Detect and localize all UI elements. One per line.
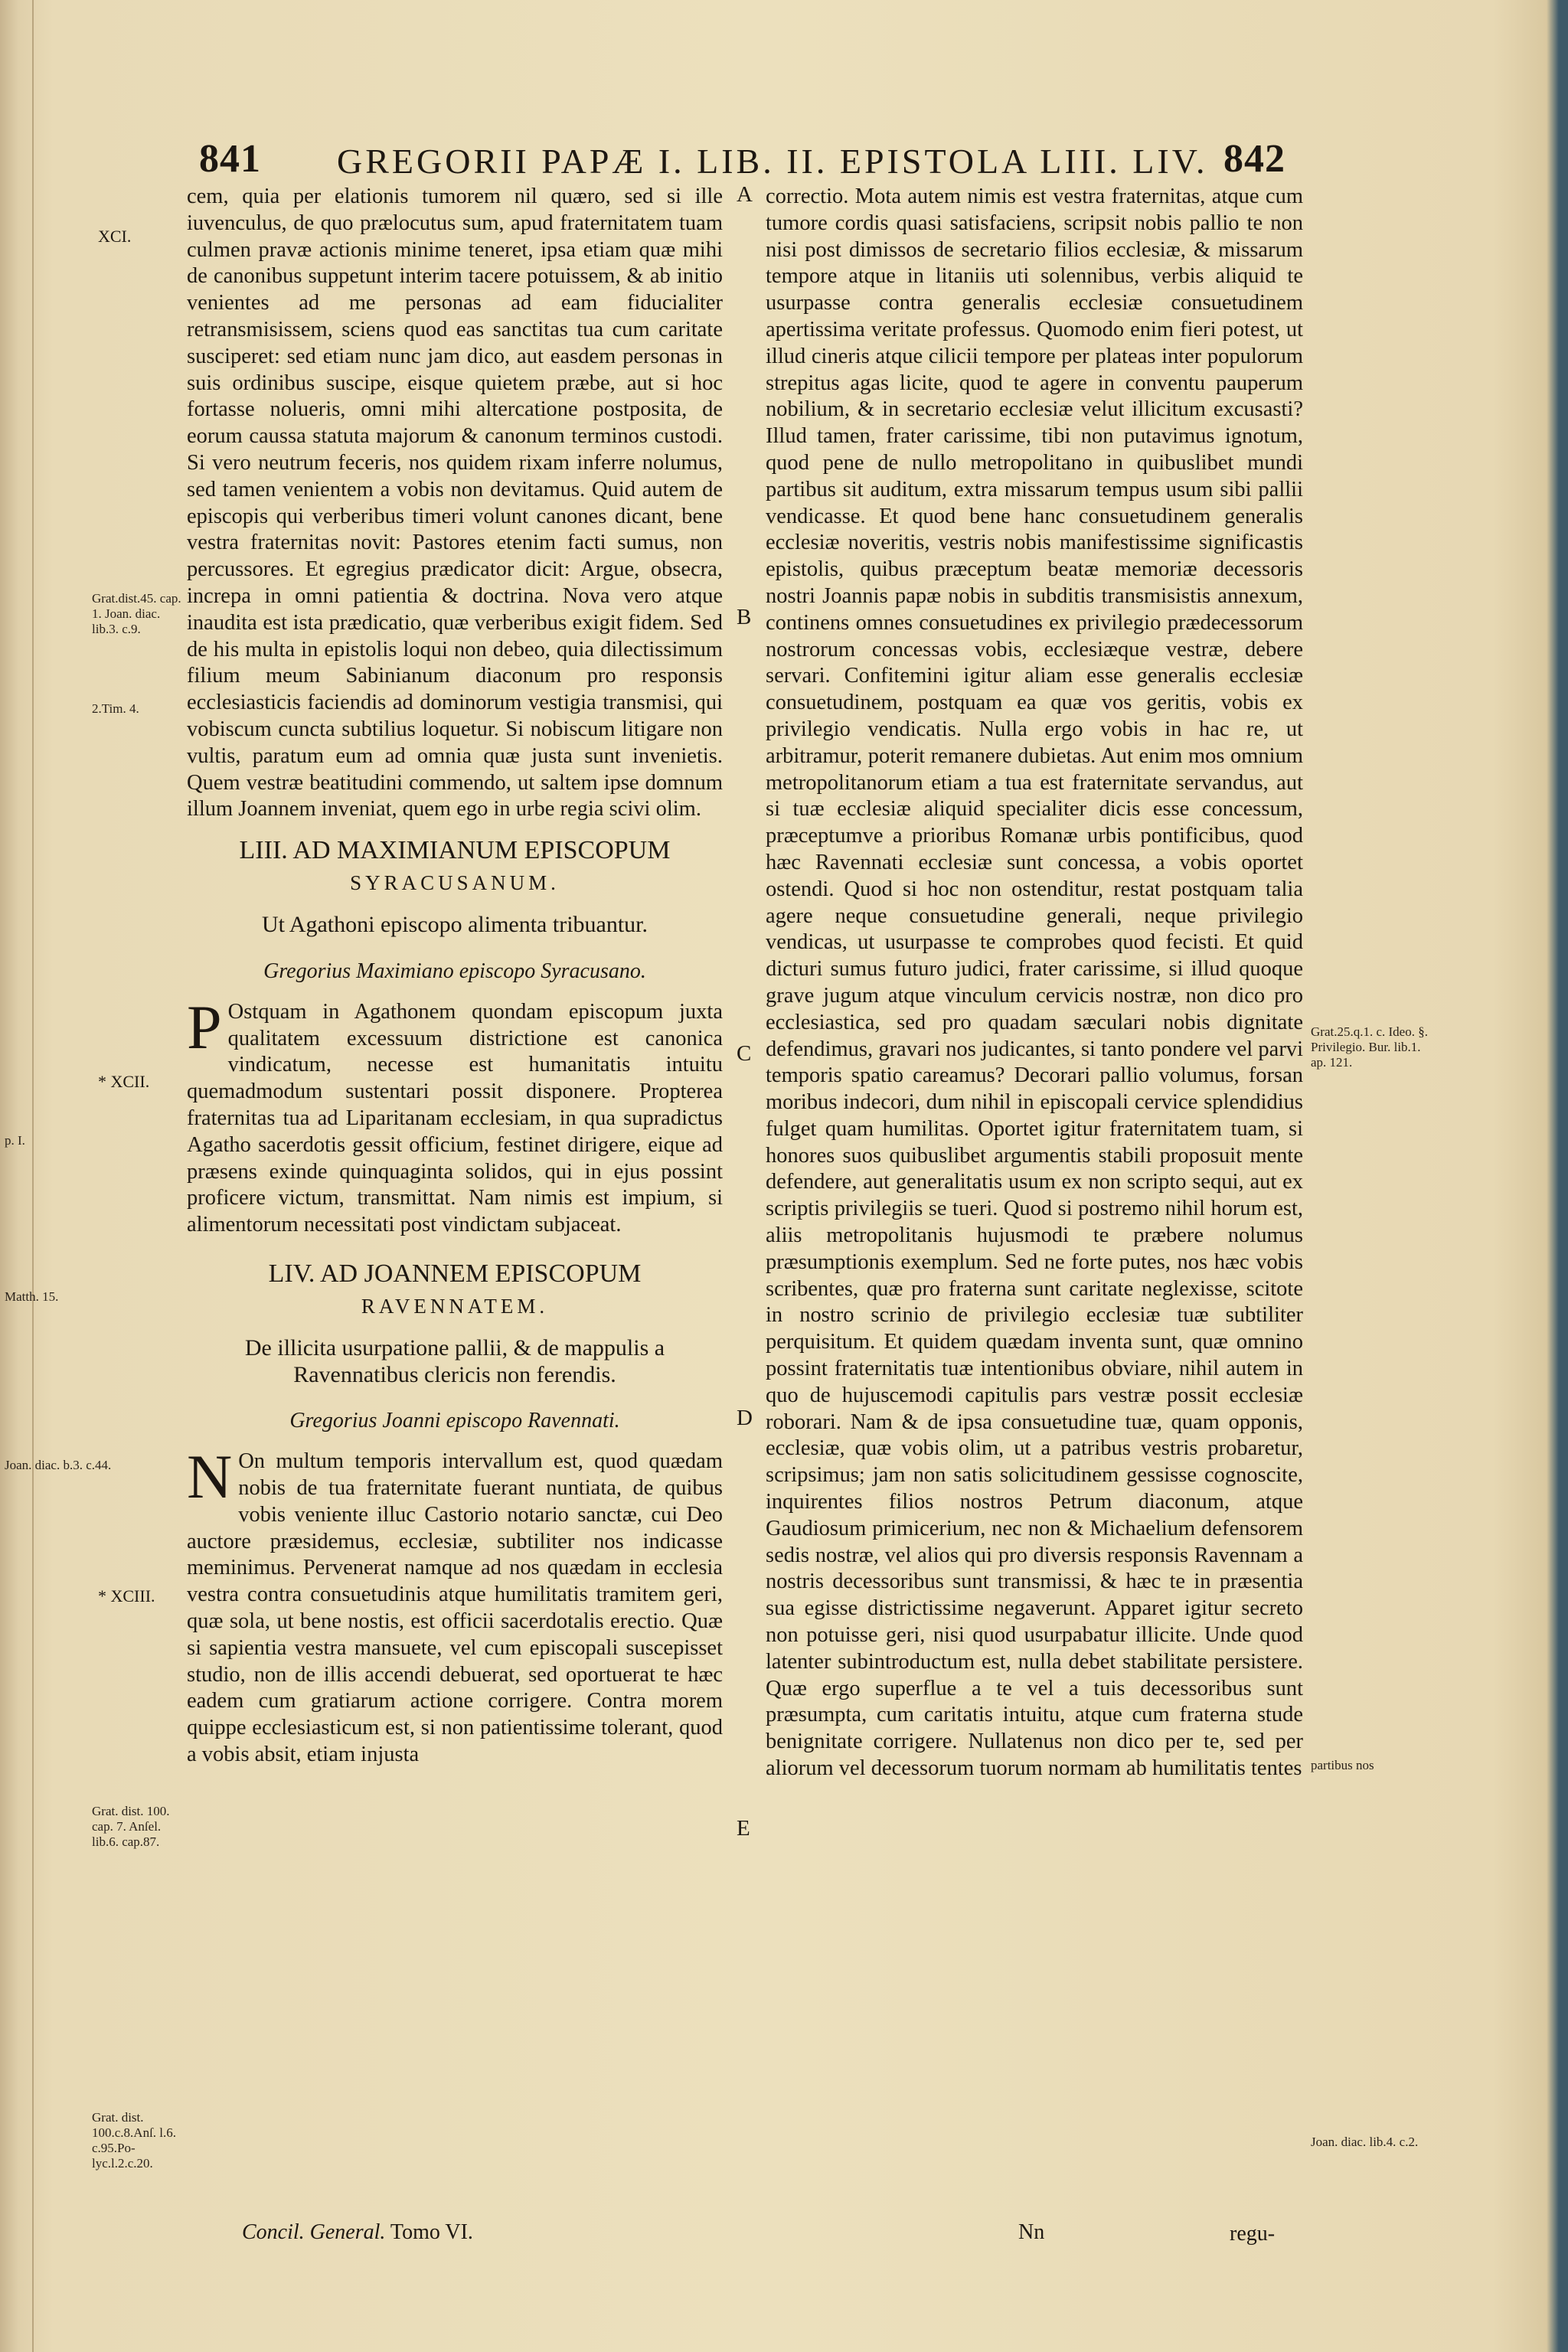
running-title: GREGORII PAPÆ I. LIB. II. EPISTOLA LIII. LIV. xyxy=(337,142,1208,181)
letter-53-body xyxy=(187,991,723,1239)
margin-note-partibus: partibus nos xyxy=(1311,1758,1374,1772)
edge-note-joan-diac: Joan. diac. b.3. c.44. xyxy=(5,1458,112,1472)
footer-volume-label: Concil. General. xyxy=(242,2220,386,2244)
letter-53-title: LIII. AD MAXIMIANUM EPISCOPUM xyxy=(239,836,671,865)
letter-54-text: On multum temporis intervallum est, quod quædam nobis de tua fraternitate fuerant nuntiata, de quibus vobis veniente illuc Castorio notario sanctæ, cui Deo auctore præsidemus, ecclesiæ, subtiliter nos indicasse meminimus. Pervenerat namque ad nos quædam in ecclesia vestra contra consuetudinis atque humilitatis tramitem geri, quæ sola, ut bene nostis, est officii sacerdotalis erectio. Quæ si sapientia vestra mansuete, vel cum episcopali suscepisset studio, non de illis accendi debuerat, sed oportuerat te hæc eadem cum gratiarum actione corrigere. Contra morem quippe ecclesiasticum est, si non patientissime tolerant, quod a vobis absit, etiam injusta xyxy=(187,1449,723,1767)
letter-54-body xyxy=(187,1442,723,1769)
margin-note-grat-45: Grat.dist.45. cap. 1. Joan. diac. lib.3. c.9. xyxy=(92,591,181,636)
letter-54-title: LIV. AD JOANNEM EPISCOPUM xyxy=(268,1259,642,1288)
running-header xyxy=(0,136,1568,190)
page-number-left: 841 xyxy=(199,137,261,181)
section-marker-e: E xyxy=(737,1816,750,1841)
section-marker-d: D xyxy=(737,1406,753,1430)
letter-54-salutation: Gregorius Joanni episcopo Ravennati. xyxy=(289,1409,620,1433)
letter-53-recipient-place: SYRACUSANUM. xyxy=(350,871,560,895)
margin-note-timothy: 2.Tim. 4. xyxy=(92,701,139,716)
section-marker-c: C xyxy=(737,1041,752,1066)
letter-53-text: Ostquam in Agathonem quondam episcopum juxta qualitatem excessuum districtione est canonica vindicatum, necesse est humanitatis intuitu quemadmodum sustentari possit disponere. Propterea fraternitas tua ad Liparitanam ecclesiam, in qua supradictus Agatho sacerdotis gessit officium, festinet dirigere, eique ad præsens exinde quinquaginta solidos, qui in ejus possint proficere victum, transmittat. Nam nimis est impium, si alimentorum necessitati post vindictam subjaceat. xyxy=(187,999,723,1237)
margin-note-joan-diac-4: Joan. diac. lib.4. c.2. xyxy=(1311,2135,1419,2149)
letter-54-heading xyxy=(187,1260,723,1320)
letter-54-continuation: correctio. Mota autem nimis est vestra fraternitas, atque cum tumore cordis quasi satisfaciens, scripsit nobis pallio te non nisi post dimissos de secretario filios ecclesiæ, & missarum tempore atque in litaniis uti solennibus, verbis aliquid te usurpasse contra generalis ecclesiæ consuetudinem apertissima veritate professus. Quomodo enim fieri potest, ut illud cineris atque cilicii tempore per plateas inter populorum strepitus agas licite, quod te agere in conventu pauperum nobilium, & in secretario ecclesiæ velut illicitum excusasti? Illud tamen, frater carissime, tibi non putavimus ignotum, quod pene de nullo metropolitano in quibuslibet mundi partibus sit auditum, extra missarum tempus usum sibi pallii vendicasse. Et quod bene hanc consuetudinem generalis ecclesiæ noveritis, vestris nobis manifestissime significastis epistolis, quibus præceptum beatæ memoriæ decessoris nostri Joannis papæ nobis in subditis transmisistis annexum, continens omnes consuetudines ex privilegio prædecessorum nostrorum concessas vobis, ecclesiæque vestræ, debere servari. Confitemini igitur aliam esse generalis ecclesiæ consuetudinem, postquam ea quæ vos geritis, vobis ex privilegio vendicatis. Nulla ergo vobis in hac re, ut arbitramur, poterit remanere dubietas. Aut enim mos omnium metropolitanorum etiam a tua est fraternitate servandus, aut si tuæ ecclesiæ aliquid specialiter dicis esse concessum, præceptumve a prioribus Romanæ urbis pontificibus, quod hæc Ravennati ecclesiæ sunt concessa, a vobis oportet ostendi. Quod si hoc non ostenditur, restat postquam talia agere neque consuetudine generali, neque privilegio vendicas, ut usurpasse te comprobes quod fecisti. Et quid dicturi sumus futuro judici, frater carissime, si illud quoque grave jugum atque vinculum cervicis nostræ, non dico pro ecclesiastica, sed pro quadam sæculari nobis dignitate defendimus, gravari nos judicantes, si tanto pondere vel parvi temporis spatio careamus? Decorari pallio volumus, forsan moribus indecori, dum nihil in episcopali cervice splendidius fulget quam humilitas. Oportet igitur fraternitatem tuam, si honores suos quibuslibet argumentis stabili proposuit mente defendere, aut generalitatis usum ex non scripto sequi, aut ex scriptis privilegiis se tueri. Quod si postremo nihil horum est, aliis metropolitanis hujusmodi te præbere nolumus præsumptionis exemplum. Sed ne forte putes, nos hæc vobis scribentes, quæ pro fraterna sunt caritate neglexisse, scitote in nostro scrinio de privilegio ecclesiæ tuæ subtiliter perquisitum. Et quidem quædam inventa sunt, quæ omnino possint fraternitatis tuæ intentionibus obviare, nihil autem in quo de hujuscemodi capitulis pars vestræ possit ecclesiæ roborari. Nam & de ipsa consuetudine tuæ, quam opponis, ecclesiæ, quæ vobis olim, ut a patribus vestris probaretur, scripsimus; jam non satis solicitudinem gessisse cognoscite, inquirentes filios nostros Petrum diaconum, atque Gaudiosum primicerium, nec non & Michaelium defensorem sedis nostræ, vel alios qui pro diversis responsis Ravennam a nostris decessoribus sunt transmissi, & hæc te in præsentia sua egisse districtissime negaverunt. Apparet igitur secreto non potuisse geri, nisi quod usurpabatur illicite. Unde quod latenter subintroductum est, nulla debet stabilitate persistere. Quæ ergo superflue a te vel a tuis decessoribus sunt præsumpta, cum caritatis intuitu, atque cum fraterna stude benignitate corrigere. Nullatenus non dico per te, sed per aliorum vel decessorum tuorum normam ab humilitatis tentes xyxy=(766,185,1303,1781)
edge-note-1: p. I. xyxy=(5,1133,25,1148)
letter-52-continuation: cem, quia per elationis tumorem nil quæro, sed si ille iuvenculus, de quo prælocutus sum, apud fraternitatem tuam culmen pravæ actionis minime teneret, ipsa etiam quæ mihi de canonibus suppetunt interim tacere potuissem, & ab initio venientes ad me personas ad eam fiducialiter retransmisissem, sciens quod eas sanctitas tua cum caritate susciperet: sed etiam nunc jam dico, aut easdem personas in suis ordinibus suscipe, eisque quietem præbe, aut si hoc fortasse nolueris, omni mihi altercatione postposita, de eorum caussa statuta majorum & canonum terminos custodi. Si vero neutrum feceris, nos quidem rixam inferre nolumus, sed tamen venientem a vobis non devitamus. Quid autem de episcopis qui verberibus timeri volunt canones dicant, bene vestra fraternitas novit: Pastores etenim facti sumus, non percussores. Et egregius prædicator dicit: Argue, obsecra, increpa in omni patientia & doctrina. Nova vero atque inaudita est ista prædicatio, quæ verberibus exigit fidem. Sed de his multa in epistolis loqui non debeo, quia dilectissimum filium meum Sabinianum diaconum pro responsis ecclesiasticis faciendis ad dominorum vestigia transmisi, qui vobiscum cuncta subtilius loquetur. Si nobiscum litigare non vultis, paratum eum ad omnia quæ justa sunt invenietis. Quem vestræ beatitudini commendo, ut saltem ipse domnum illum Joannem inveniat, quem ego in urbe regia scivi olim. xyxy=(187,185,723,822)
catchword: regu- xyxy=(1230,2222,1276,2246)
binding-gutter xyxy=(32,0,34,2352)
signature-mark: Nn xyxy=(1018,2220,1045,2244)
margin-note-grat-100-8: Grat. dist. 100.c.8.Anſ. l.6. c.95.Po-lyc.l.2.c.20. xyxy=(92,2110,177,2171)
margin-section-xciii: * XCIII. xyxy=(98,1586,155,1606)
margin-note-grat-100-7: Grat. dist. 100. cap. 7. Anſel. lib.6. cap.87. xyxy=(92,1804,170,1849)
section-marker-a: A xyxy=(737,182,753,207)
drop-cap-p: P xyxy=(187,991,222,1062)
footer-volume-number: Tomo VI. xyxy=(390,2220,473,2244)
edge-note-matthew: Matth. 15. xyxy=(5,1289,59,1304)
margin-note-grat-25: Grat.25.q.1. c. Ideo. §. Privilegio. Bur. lib.1. ap. 121. xyxy=(1311,1024,1428,1070)
drop-cap-n: N xyxy=(187,1442,233,1512)
margin-section-xcii: * XCII. xyxy=(98,1072,150,1091)
letter-53-heading xyxy=(187,837,723,897)
footer-volume xyxy=(242,2220,473,2245)
margin-section-xci: XCI. xyxy=(98,227,132,246)
left-column xyxy=(187,184,723,1769)
section-marker-b: B xyxy=(737,605,752,629)
right-column xyxy=(766,184,1303,1782)
letter-54-subject: De illicita usurpatione pallii, & de mappulis a Ravennatibus clericis non ferendis. xyxy=(244,1334,665,1387)
letter-53-subject: Ut Agathoni episcopo alimenta tribuantur. xyxy=(261,912,648,938)
page-number-right: 842 xyxy=(1223,137,1285,181)
letter-54-recipient-place: RAVENNATEM. xyxy=(361,1294,549,1318)
letter-53-salutation: Gregorius Maximiano episcopo Syracusano. xyxy=(263,959,646,983)
